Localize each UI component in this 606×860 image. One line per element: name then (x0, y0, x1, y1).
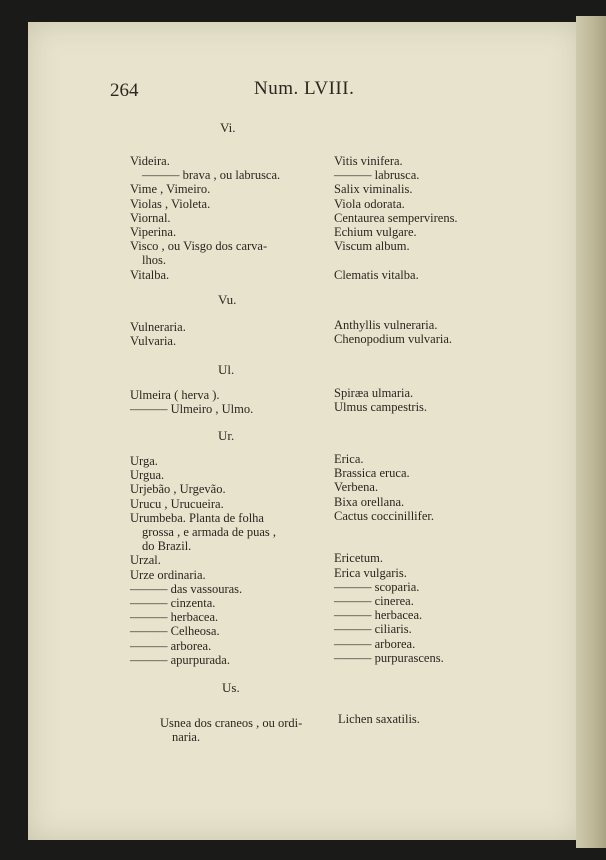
entry-pt: Urze ordinaria. (130, 567, 206, 582)
entry-pt: Vulvaria. (130, 334, 177, 349)
entry-pt: Urga. (130, 454, 158, 468)
section-ur-portuguese (130, 454, 320, 667)
entry-pt: Urjebão , Urgevão. (130, 482, 226, 497)
section-us-latin (338, 712, 578, 726)
section-heading-ur: Ur. (218, 428, 235, 443)
entry-la: Centaurea sempervirens. (334, 210, 458, 225)
entry-pt: lhos. (142, 253, 166, 268)
entry-la (334, 523, 574, 537)
entry-pt: Usnea dos craneos , ou ordi- (160, 716, 303, 730)
entry-la: Verbena. (334, 480, 379, 495)
entry-la: Spiræa ulmaria. (334, 386, 414, 400)
entry-la: Erica. (334, 452, 364, 466)
running-title: Num. LVIII. (254, 78, 355, 99)
entry-pt: ——— Ulmeiro , Ulmo. (130, 402, 254, 417)
section-ur-latin (334, 452, 574, 665)
entry-la: Echium vulgare. (334, 225, 417, 240)
entry-pt: Vime , Vimeiro. (130, 182, 211, 197)
entry-la: ——— ciliaris. (334, 622, 412, 637)
entry-pt: ——— cinzenta. (130, 596, 216, 611)
entry-pt: Urgua. (130, 468, 165, 483)
section-ul-portuguese (130, 388, 320, 416)
section-heading-vi: Vi. (220, 120, 236, 135)
entry-pt: naria. (172, 730, 201, 745)
entry-la: Anthyllis vulneraria. (334, 318, 438, 332)
page-header (0, 78, 606, 108)
entry-la (334, 253, 574, 267)
entry-pt: grossa , e armada de puas , (142, 525, 276, 540)
page-edge (576, 16, 606, 848)
section-vi-portuguese (130, 154, 320, 282)
entry-pt: Urucu , Urucueira. (130, 496, 224, 511)
entry-pt: Videira. (130, 154, 170, 168)
section-vu-latin (334, 318, 574, 346)
entry-pt: Vitalba. (130, 267, 170, 282)
section-vi-latin (334, 154, 574, 282)
section-vu-portuguese (130, 320, 320, 348)
entry-pt: ——— das vassouras. (130, 581, 243, 596)
entry-la: ——— herbacea. (334, 608, 423, 623)
entry-pt: ——— herbacea. (130, 610, 219, 625)
entry-la: Viscum album. (334, 239, 410, 254)
entry-la: ——— scoparia. (334, 579, 420, 594)
entry-la: Viola odorata. (334, 196, 405, 211)
entry-pt: Viperina. (130, 225, 177, 240)
entry-la: ——— labrusca. (334, 168, 420, 183)
entry-la: Erica vulgaris. (334, 565, 407, 580)
section-heading-vu: Vu. (218, 292, 237, 307)
entry-pt: Visco , ou Visgo dos carva- (130, 239, 268, 254)
page-number: 264 (110, 80, 139, 101)
entry-pt: ——— apurpurada. (130, 652, 230, 667)
entry-la: Cactus coccinillifer. (334, 508, 434, 523)
entry-la: Bixa orellana. (334, 494, 405, 509)
entry-la: Ericetum. (334, 551, 383, 566)
entry-la: Vitis vinifera. (334, 154, 403, 168)
entry-la: Salix viminalis. (334, 182, 413, 197)
entry-la: Brassica eruca. (334, 466, 410, 481)
section-heading-ul: Ul. (218, 362, 235, 377)
entry-pt: ——— brava , ou labrusca. (142, 168, 281, 183)
entry-pt: do Brazil. (142, 539, 192, 554)
section-ul-latin (334, 386, 574, 414)
entry-la: ——— purpurascens. (334, 650, 444, 665)
entry-pt: Urzal. (130, 553, 161, 568)
section-heading-us: Us. (222, 680, 240, 695)
entry-pt: Urumbeba. Planta de folha (130, 510, 264, 525)
entry-pt: Ulmeira ( herva ). (130, 388, 220, 402)
section-us-portuguese (160, 716, 350, 744)
entry-la: ——— cinerea. (334, 594, 414, 609)
entry-la: ——— arborea. (334, 636, 416, 651)
entry-la: Clematis vitalba. (334, 267, 419, 282)
entry-la: Ulmus campestris. (334, 400, 428, 415)
entry-la (334, 537, 574, 551)
entry-la: Lichen saxatilis. (338, 712, 420, 726)
entry-pt: Viornal. (130, 210, 171, 225)
entry-pt: ——— Celheosa. (130, 624, 220, 639)
entry-la: Chenopodium vulvaria. (334, 332, 453, 347)
entry-pt: Vulneraria. (130, 320, 186, 334)
entry-pt: Violas , Violeta. (130, 196, 211, 211)
entry-pt: ——— arborea. (130, 638, 212, 653)
